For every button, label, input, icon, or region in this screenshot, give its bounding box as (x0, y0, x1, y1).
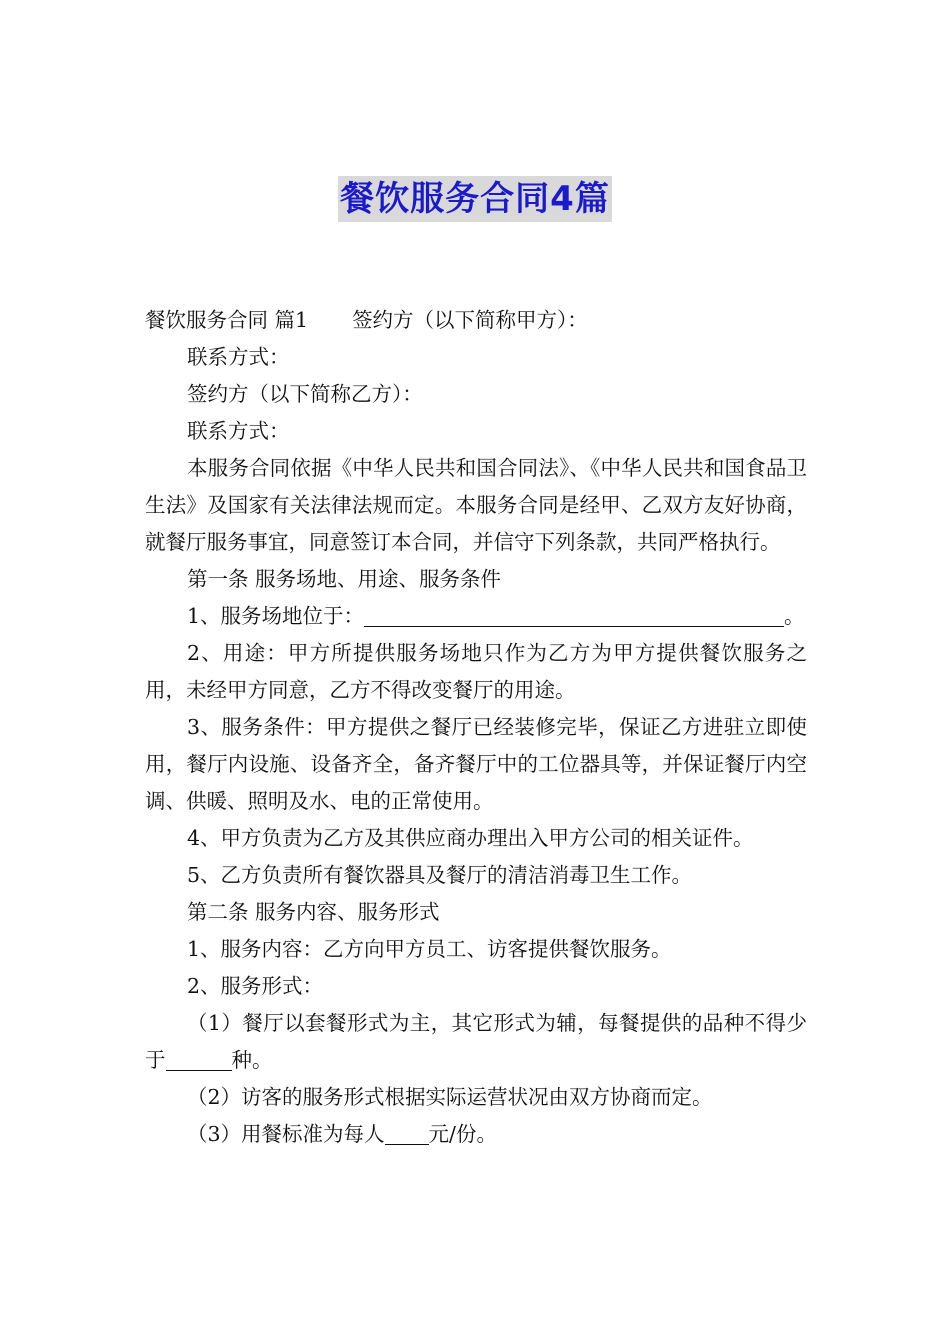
article2-title: 第二条 服务内容、服务形式 (187, 900, 440, 924)
a1-item2: 2、用途：甲方所提供服务场地只作为乙方为甲方提供餐饮服务之用，未经甲方同意，乙方不得改变餐厅的用途。 (145, 641, 807, 702)
a2-sub3 (145, 1116, 807, 1153)
heading-party-a: 签约方（以下简称甲方）： (352, 308, 588, 332)
a2-sub1 (145, 1005, 807, 1079)
document-body (145, 302, 807, 1153)
heading-label: 餐饮服务合同 篇1 (145, 308, 309, 332)
a1-item1-suffix: 。 (784, 604, 805, 628)
article1-title: 第一条 服务场地、用途、服务条件 (187, 567, 502, 591)
intro-paragraph: 本服务合同依据《中华人民共和国合同法》、《中华人民共和国食品卫生法》及国家有关法律法规而定。本服务合同是经甲、乙双方友好协商，就餐厅服务事宜，同意签订本合同，并信守下列条款，共同严格执行。 (145, 456, 807, 554)
a2-item1: 1、服务内容：乙方向甲方员工、访客提供餐饮服务。 (187, 937, 672, 961)
party-b: 签约方（以下简称乙方）： (187, 382, 423, 406)
a1-item1-prefix: 1、服务场地位于： (187, 604, 365, 628)
a1-item1 (145, 598, 807, 635)
fill-blank-location (364, 600, 784, 627)
heading-line (145, 302, 807, 339)
a2-sub1-prefix: （1）餐厅以套餐形式为主，其它形式为辅，每餐提供的品种不得少于 (145, 1011, 807, 1072)
a2-sub1-suffix: 种。 (231, 1048, 273, 1072)
a2-item2: 2、服务形式： (187, 974, 324, 998)
a2-sub2: （2）访客的服务形式根据实际运营状况由双方协商而定。 (187, 1085, 713, 1109)
contact-a: 联系方式： (187, 345, 290, 369)
contact-b: 联系方式： (187, 419, 290, 443)
a1-item5: 5、乙方负责所有餐饮器具及餐厅的清洁消毒卫生工作。 (187, 863, 693, 887)
fill-blank-price (385, 1118, 429, 1145)
a2-sub3-suffix: 元/份。 (428, 1122, 497, 1146)
fill-blank-dish-count (166, 1044, 232, 1071)
document-title: 餐饮服务合同4篇 (338, 176, 612, 222)
a2-sub3-prefix: （3）用餐标准为每人 (187, 1122, 385, 1146)
a1-item4: 4、甲方负责为乙方及其供应商办理出入甲方公司的相关证件。 (187, 826, 754, 850)
title-area (0, 176, 950, 222)
a1-item3: 3、服务条件：甲方提供之餐厅已经装修完毕，保证乙方进驻立即使用，餐厅内设施、设备齐全，备齐餐厅中的工位器具等，并保证餐厅内空调、供暖、照明及水、电的正常使用。 (145, 715, 807, 813)
